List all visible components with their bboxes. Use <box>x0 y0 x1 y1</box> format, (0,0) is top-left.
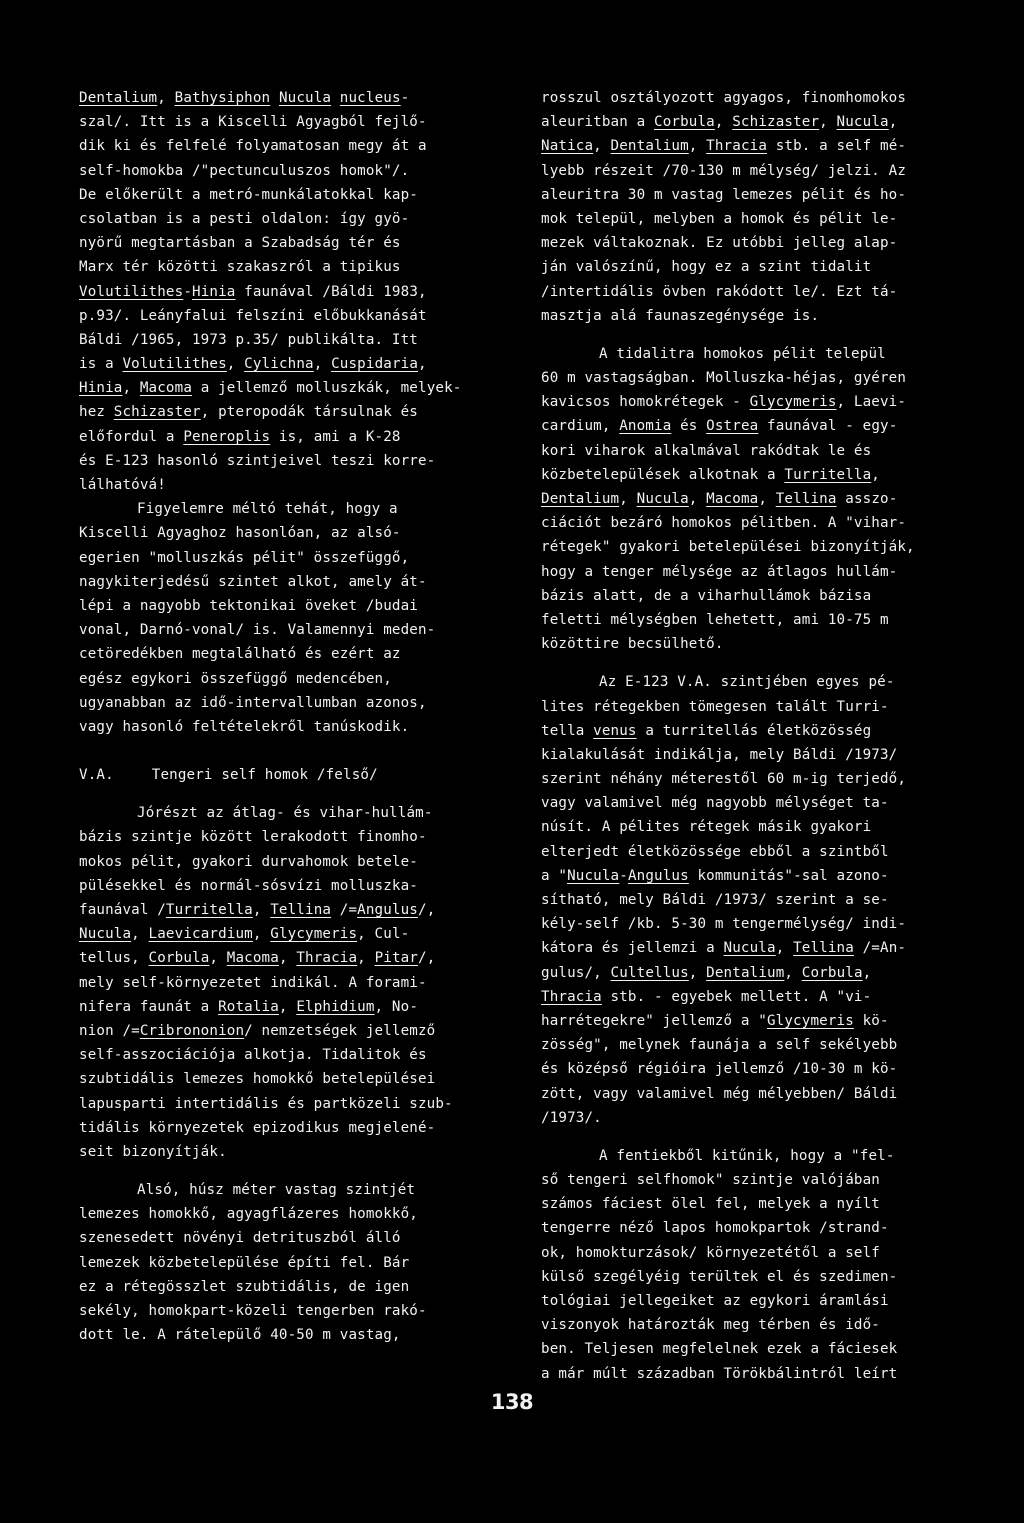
text-line: Marx tér közötti szakaszról a tipikus <box>79 259 401 276</box>
text-line: viszonyok határozták meg térben és idő- <box>541 1317 880 1334</box>
text-line: Jórészt az átlag- és vihar-hullám- <box>137 805 433 822</box>
text-line: csolatban is a pesti oldalon: így gyö- <box>79 210 410 227</box>
text-line: rosszul osztályozott agyagos, finomhomokos <box>541 90 907 106</box>
text-line: tellus, Corbula, Macoma, Thracia, Pitar/, <box>79 950 436 967</box>
text-line: a már múlt században Törökbálintról leírt <box>541 1365 898 1382</box>
text-line: /intertidális övben rakódott le/. Ezt tá- <box>541 283 898 300</box>
text-line: feletti mélységben lehetett, ami 10-75 m <box>541 611 889 628</box>
text-line: ján valószínű, hogy ez a szint tidalit <box>541 259 872 276</box>
text-line: és középső régióira jellemző /10-30 m kö- <box>541 1061 898 1078</box>
text-line: vagy valamivel még nagyobb mélységet ta- <box>541 795 889 812</box>
text-line: masztja alá faunaszegénysége is. <box>541 307 820 324</box>
paragraph-4 <box>541 1144 981 1386</box>
section-number: V.A. <box>79 767 114 784</box>
text-line: közbetelepülések alkotnak a Turritella, <box>541 466 880 483</box>
text-line: self-homokba /"pectunculuszos homok"/. <box>79 162 410 179</box>
text-line: szerint néhány méterestől 60 m-ig terjedő, <box>541 771 907 788</box>
section-title: Tengeri self homok /felső/ <box>151 767 378 784</box>
page-number: 138 <box>490 1390 534 1414</box>
text-line: szal/. Itt is a Kiscelli Agyagból fejlő- <box>79 114 427 131</box>
text-line: nagykiterjedésű szintet alkot, amely át- <box>79 573 427 590</box>
text-line: Hinia, Macoma a jellemző molluszkák, melyek- <box>79 380 462 397</box>
paragraph-2 <box>541 342 981 656</box>
text-line: tella venus a turritellás életközösség <box>541 722 872 739</box>
text-line: aleuritban a Corbula, Schizaster, Nucula, <box>541 114 898 131</box>
paragraph-3 <box>541 670 981 1130</box>
text-line: gulus/, Cultellus, Dentalium, Corbula, <box>541 964 872 981</box>
paragraph-2 <box>79 497 519 739</box>
text-line: De előkerült a metró-munkálatokkal kap- <box>79 186 418 203</box>
text-line: hogy a tenger mélysége az átlagos hullám- <box>541 563 898 580</box>
text-line: tológiai jellegeiket az egykori áramlási <box>541 1293 889 1309</box>
text-line: A tidalitra homokos pélit települ <box>599 345 886 362</box>
paragraph-1 <box>541 86 981 328</box>
text-line: dik ki és felfelé folyamatosan megy át a <box>79 138 427 155</box>
text-line: lemezek közbetelepülése építi fel. Bár <box>79 1254 410 1271</box>
text-line: 60 m vastagságban. Molluszka-héjas, gyéren <box>541 370 907 387</box>
paragraph-1 <box>79 86 519 497</box>
text-line: ugyanabban az idő-intervallumban azonos, <box>79 694 427 711</box>
text-line: Dentalium, Bathysiphon Nucula nucleus- <box>79 90 410 106</box>
text-line: a "Nucula-Angulus kommunitás"-sal azono- <box>541 867 889 884</box>
text-line: is a Volutilithes, Cylichna, Cuspidaria, <box>79 356 427 373</box>
text-line: kavicsos homokrétegek - Glycymeris, Laevi- <box>541 394 907 411</box>
text-line: Dentalium, Nucula, Macoma, Tellina asszo- <box>541 491 898 507</box>
text-line: sekély, homokpart-közeli tengerben rakó- <box>79 1303 427 1319</box>
text-line: mezek váltakoznak. Ez utóbbi jelleg alap- <box>541 235 898 252</box>
text-line: zösség", melynek faunája a self sekélyebb <box>541 1037 898 1054</box>
text-line: egerien "molluszkás pélit" összefüggő, <box>79 549 410 566</box>
text-line: harrétegekre" jellemző a "Glycymeris kö- <box>541 1012 889 1029</box>
text-line: ső tengeri selfhomok" szintje valójában <box>541 1172 880 1189</box>
text-line: seit bizonyítják. <box>79 1143 227 1160</box>
text-line: lapusparti intertidális és partközeli szub- <box>79 1095 453 1112</box>
text-line: lemezes homokkő, agyagflázeres homokkő, <box>79 1206 418 1223</box>
text-line: lépi a nagyobb tektonikai öveket /budai <box>79 597 418 614</box>
text-line: aleuritra 30 m vastag lemezes pélit és ho- <box>541 186 907 203</box>
text-line: p.93/. Leányfalui felszíni előbukkanását <box>79 307 427 324</box>
text-line: nyörű megtartásban a Szabadság tér és <box>79 235 401 252</box>
text-line: külső szegélyéig terültek el és szedimen- <box>541 1268 898 1285</box>
text-line: szubtidális lemezes homokkő betelepülései <box>79 1071 436 1088</box>
section-heading <box>79 763 519 787</box>
text-line: kori viharok alkalmával rakódtak le és <box>541 442 872 459</box>
text-line: Figyelemre méltó tehát, hogy a <box>137 501 398 518</box>
text-line: cetöredékben megtalálható és ezért az <box>79 646 401 663</box>
text-line: ben. Teljesen megfelelnek ezek a fáciesek <box>541 1341 898 1358</box>
text-line: pülésekkel és normál-sósvízi molluszka- <box>79 877 418 894</box>
text-line: Volutilithes-Hinia faunával /Báldi 1983, <box>79 283 427 300</box>
text-line: egész egykori összefüggő medencében, <box>79 670 392 687</box>
text-line: mok települ, melyben a homok és pélit le- <box>541 210 898 227</box>
text-line: rétegek" gyakori betelepülései bizonyítják, <box>541 539 915 556</box>
text-line: számos fáciest ölel fel, melyek a nyílt <box>541 1196 880 1213</box>
text-line: vagy hasonló feltételekről tanúskodik. <box>79 718 410 735</box>
text-line: ez a rétegösszlet szubtidális, de igen <box>79 1278 410 1295</box>
text-line: ciációt bezáró homokos pélitben. A "vihar- <box>541 515 907 532</box>
text-line: hez Schizaster, pteropodák társulnak és <box>79 404 418 421</box>
text-line: vonal, Darnó-vonal/ is. Valamennyi meden- <box>79 622 436 639</box>
left-column <box>79 86 519 1347</box>
text-line: tidális környezetek epizodikus megjelené- <box>79 1119 436 1136</box>
text-line: Nucula, Laevicardium, Glycymeris, Cul- <box>79 926 410 943</box>
text-line: Az E-123 V.A. szintjében egyes pé- <box>599 674 895 691</box>
text-line: núsít. A pélites rétegek másik gyakori <box>541 819 872 836</box>
text-line: elterjedt életközössége ebből a szintből <box>541 843 889 860</box>
paragraph-3 <box>79 801 519 1164</box>
text-line: szenesedett növényi detrituszból álló <box>79 1230 401 1247</box>
text-line: közöttire becsülhető. <box>541 636 724 653</box>
text-line: kialakulását indikálja, mely Báldi /1973/ <box>541 746 898 763</box>
text-line: cardium, Anomia és Ostrea faunával - egy- <box>541 418 898 435</box>
text-line: faunával /Turritella, Tellina /=Angulus/, <box>79 902 436 918</box>
text-line: nion /=Cribrononion/ nemzetségek jellemző <box>79 1022 436 1039</box>
text-line: sítható, mely Báldi /1973/ szerint a se- <box>541 892 889 908</box>
text-line: lites rétegekben tömegesen talált Turri- <box>541 698 889 715</box>
text-line: bázis szintje között lerakodott finomho- <box>79 829 427 846</box>
text-line: kátora és jellemzi a Nucula, Tellina /=An- <box>541 940 907 957</box>
text-line: mely self-környezetet indikál. A forami- <box>79 974 427 991</box>
text-line: Natica, Dentalium, Thracia stb. a self mé- <box>541 138 907 155</box>
text-line: self-asszociációja alkotja. Tidalitok és <box>79 1047 427 1064</box>
text-line: lyebb részeit /70-130 m mélység/ jelzi. Az <box>541 162 907 179</box>
text-line: nifera faunát a Rotalia, Elphidium, No- <box>79 998 419 1015</box>
text-line: Báldi /1965, 1973 p.35/ publikálta. Itt <box>79 331 418 348</box>
text-line: /1973/. <box>541 1109 602 1126</box>
text-line: lálhatóvá! <box>79 477 166 493</box>
text-line: tengerre néző lapos homokpartok /strand- <box>541 1220 889 1237</box>
text-line: kély-self /kb. 5-30 m tengermélység/ indi- <box>541 916 907 933</box>
text-line: bázis alatt, de a viharhullámok bázisa <box>541 587 872 604</box>
text-line: mokos pélit, gyakori durvahomok betele- <box>79 853 418 870</box>
text-line: dott le. A rátelepülő 40-50 m vastag, <box>79 1327 401 1344</box>
right-column <box>541 86 981 1386</box>
text-line: előfordul a Peneroplis is, ami a K-28 <box>79 428 401 445</box>
text-line: Alsó, húsz méter vastag szintjét <box>137 1182 416 1199</box>
text-line: és E-123 hasonló szintjeivel teszi korre- <box>79 452 436 469</box>
text-line: zött, vagy valamivel még mélyebben/ Báldi <box>541 1085 898 1102</box>
text-line: A fentiekből kitűnik, hogy a "fel- <box>599 1147 895 1164</box>
text-line: ok, homokturzások/ környezetétől a self <box>541 1244 880 1261</box>
text-line: Kiscelli Agyaghoz hasonlóan, az alsó- <box>79 525 401 542</box>
text-line: Thracia stb. - egyebek mellett. A "vi- <box>541 988 872 1005</box>
paragraph-4 <box>79 1178 519 1347</box>
